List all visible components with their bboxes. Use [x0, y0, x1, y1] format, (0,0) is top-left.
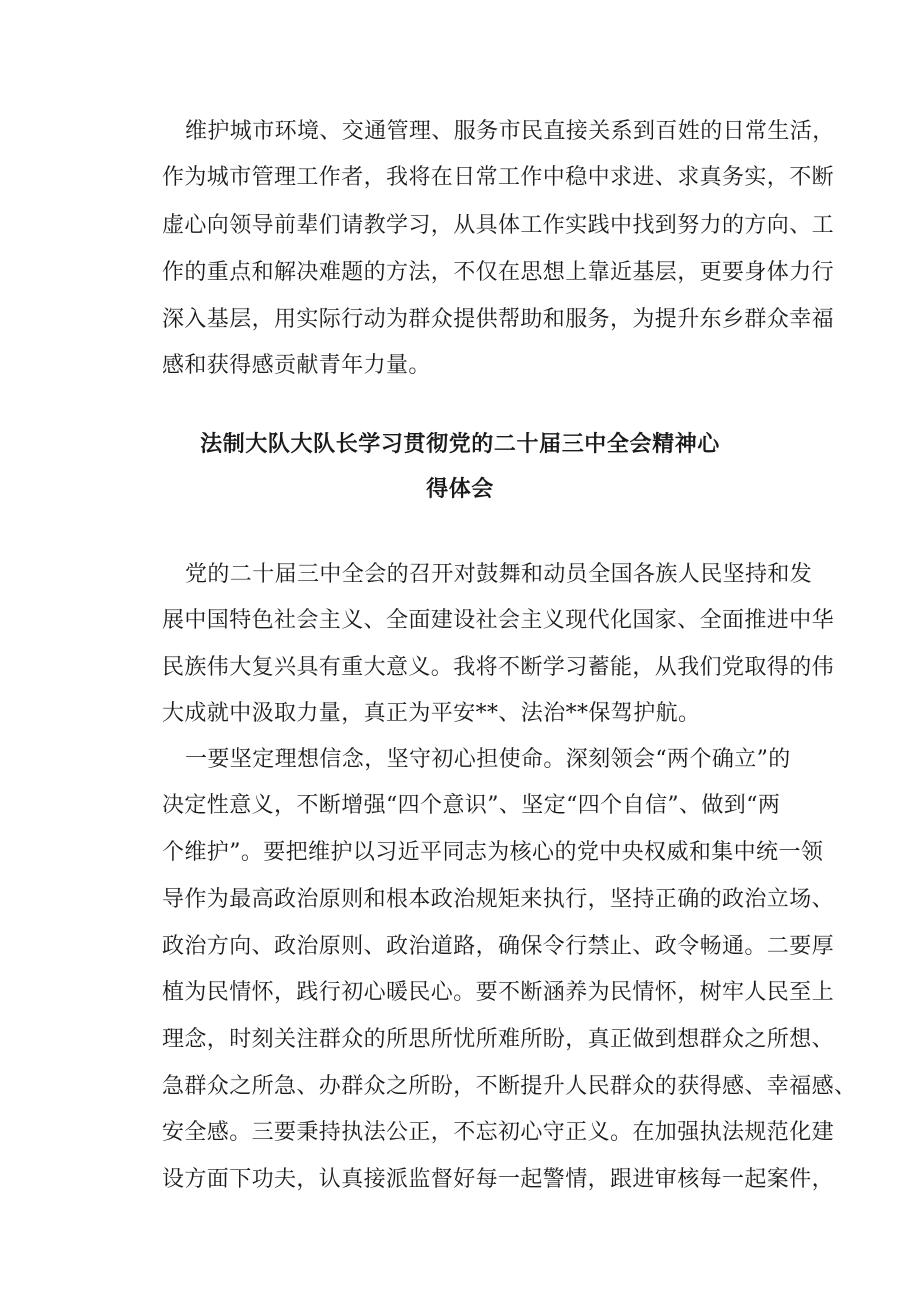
paragraph-1-line-6: 感和获得感贡献青年力量。: [162, 353, 431, 378]
paragraph-3-line-5: 政治方向、政治原则、政治道路，确保令行禁止、政令畅通。二要厚: [162, 934, 835, 959]
paragraph-3-line-4: 导作为最高政治原则和根本政治规矩来执行，坚持正确的政治立场、: [162, 887, 835, 912]
paragraph-1-line-3: 虚心向领导前辈们请教学习，从具体工作实践中找到努力的方向、工: [162, 213, 835, 238]
paragraph-3-line-9: 安全感。三要秉持执法公正，不忘初心守正义。在加强执法规范化建: [162, 1120, 835, 1145]
paragraph-1-line-1: 维护城市环境、交通管理、服务市民直接关系到百姓的日常生活，: [185, 119, 835, 144]
paragraph-3-line-1: 一要坚定理想信念，坚守初心担使命。深刻领会“两个确立”的: [185, 747, 791, 772]
section-title-line-1: 法制大队大队长学习贯彻党的二十届三中全会精神心: [200, 432, 720, 457]
paragraph-3-line-7: 理念，时刻关注群众的所思所忧所难所盼，真正做到想群众之所想、: [162, 1027, 835, 1052]
paragraph-1-line-4: 作的重点和解决难题的方法，不仅在思想上靠近基层，更要身体力行: [162, 260, 835, 285]
paragraph-1-line-2: 作为城市管理工作者，我将在日常工作中稳中求进、求真务实，不断: [162, 165, 835, 190]
paragraph-2-line-4: 大成就中汲取力量，真正为平安**、法治**保驾护航。: [162, 701, 701, 726]
paragraph-2-line-1: 党的二十届三中全会的召开对鼓舞和动员全国各族人民坚持和发: [185, 562, 813, 587]
paragraph-3-line-6: 植为民情怀，践行初心暖民心。要不断涵养为民情怀，树牢人民至上: [162, 980, 835, 1005]
paragraph-3-line-8: 急群众之所急、办群众之所盼，不断提升人民群众的获得感、幸福感、: [162, 1074, 857, 1099]
section-title-line-2: 得体会: [426, 477, 494, 502]
paragraph-3-line-2: 决定性意义，不断增强“四个意识”、坚定“四个自信”、做到“两: [162, 793, 781, 818]
paragraph-2-line-2: 展中国特色社会主义、全面建设社会主义现代化国家、全面推进中华: [162, 608, 835, 633]
paragraph-3-line-10: 设方面下功夫，认真接派监督好每一起警情，跟进审核每一起案件，: [162, 1167, 835, 1192]
paragraph-2-line-3: 民族伟大复兴具有重大意义。我将不断学习蓄能，从我们党取得的伟: [162, 655, 835, 680]
paragraph-3-line-3: 个维护”。要把维护以习近平同志为核心的党中央权威和集中统一领: [162, 840, 824, 865]
paragraph-1-line-5: 深入基层，用实际行动为群众提供帮助和服务，为提升东乡群众幸福: [162, 307, 835, 332]
